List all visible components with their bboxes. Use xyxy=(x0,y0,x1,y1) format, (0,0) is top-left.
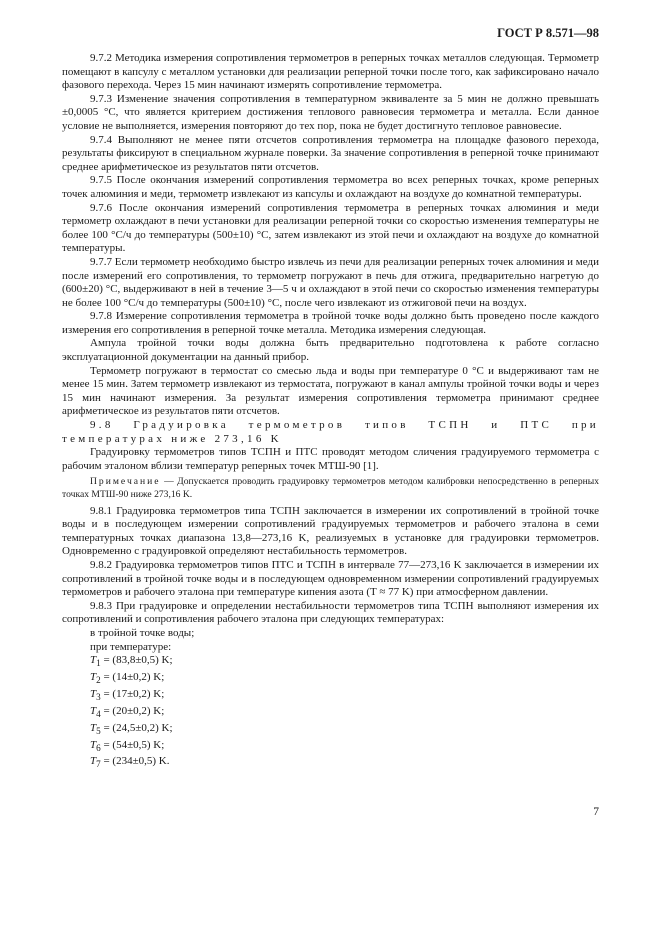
temperature-item: $T_3 = (17\pm 0,2)$ K; xyxy=(90,687,165,703)
note-label: Примечание xyxy=(90,476,161,488)
note-text: — Допускается проводить градуировку термометров методом калибровки непосредственно в реперных точках МТШ-90 ниже 273,16 K. xyxy=(62,476,599,500)
paragraph-9-7-4: 9.7.4 Выполняют не менее пяти отсчетов сопротивления термометра на площадке фазового перехода, результаты фиксируют в специальном журнале поверки. За значение сопротивления в реперной точке принимают среднее арифметическое из результатов пяти отсчетов. xyxy=(62,133,599,173)
line-at-temperature: при температуре: xyxy=(90,640,172,653)
note xyxy=(62,476,599,501)
temperature-item: $T_7 = (234\pm 0,5)$ K. xyxy=(90,755,170,770)
paragraph-9-7-8: 9.7.8 Измерение сопротивления термометра в тройной точке воды должно быть проведено после каждого измерения его сопротивления в реперной точке металла. Методика измерения следующая. xyxy=(62,310,599,336)
paragraph-9-8-2: 9.8.2 Градуировка термометров типов ПТС и ТСПН в интервале 77—273,16 K заключается в измерении их сопротивлений в тройной точке воды и в последующем одновременном измерении сопротивлений градуируемых термометров и рабочего эталона при температуре кипения азота (T ≈ 77 K) при атмосферном давлении. xyxy=(62,558,599,599)
temperature-item: $T_2 = (14\pm 0,2)$ K; xyxy=(90,671,165,686)
paragraph-9-8-1: 9.8.1 Градуировка термометров типа ТСПН заключается в измерении их сопротивлений в тройной точке воды и в последующем измерении сопротивлений градуируемых термометров и рабочего эталона в семи температурных точках диапазона 13,8—273,16 K, реализуемых в установке для градуировки термометров. Одновременно с градуировкой определяют нестабильность термометров. xyxy=(62,504,599,558)
document-body xyxy=(62,52,599,772)
document-header: ГОСТ Р 8.571—98 xyxy=(497,26,599,40)
paragraph-9-8: Градуировку термометров типов ТСПН и ПТС проводят методом сличения градуируемого термометра с рабочим эталоном вблизи температур реперных точек МТШ-90 [1]. xyxy=(62,446,599,472)
temperature-list xyxy=(62,654,599,772)
paragraph-9-7-7: 9.7.7 Если термометр необходимо быстро извлечь из печи для реализации реперных точек алюминия и меди после измерений его сопротивления, то термометр погружают в печь для отжига, предварительно нагретую до (600±20) °С, выдерживают в ней в течение 3—5 ч и охлаждают в этой печи со скоростью изменения температуры не более 100 °С/ч до температуры (500±10) °С, после чего извлекают из отжиговой печи на воздух. xyxy=(62,255,599,309)
paragraph-9-7-2: 9.7.2 Методика измерения сопротивления термометров в реперных точках металлов следующая. Термометр помещают в капсулу с металлом установки для реализации реперной точки после того, как зафиксировано начало фазового перехода. Через 15 мин начинают измерять сопротивление термометра. xyxy=(62,52,599,92)
paragraph-9-7-6: 9.7.6 После окончания измерений сопротивления термометра в реперных точках алюминия и меди термометр охлаждают в печи установки для реализации реперной точки со скоростью изменения температуры не более 100 °С/ч до температуры (500±10) °С, затем извлекают из этой печи и охлаждают на воздухе до комнатной температуры. xyxy=(62,201,599,255)
paragraph-9-7-5: 9.7.5 После окончания измерений сопротивления термометра во всех реперных точках, кроме реперных точек алюминия и меди, термометр извлекают из капсулы и охлаждают на воздухе до комнатной температуры. xyxy=(62,174,599,200)
paragraph-9-7-3: 9.7.3 Изменение значения сопротивления в температурном эквиваленте за 5 мин не должно превышать ±0,0005 °С, что является критерием достижения теплового равновесия термометра и металла. Если данное условие не выполняется, измерения повторяют до тех пор, пока не будет достигнуто тепловое равновесие. xyxy=(62,92,599,132)
paragraph-ampoule: Ампула тройной точки воды должна быть предварительно подготовлена к работе согласно эксплуатационной документации на данный прибор. xyxy=(62,337,599,364)
line-triple-point: в тройной точке воды; xyxy=(90,626,195,639)
temperature-item: $T_4 = (20\pm 0,2)$ K; xyxy=(90,704,165,719)
page-number: 7 xyxy=(593,806,599,818)
temperature-item: $T_5 = (24,5\pm 0,2)$ K; xyxy=(90,721,173,736)
temperature-item: $T_1 = (83,8\pm 0,5)$ K; xyxy=(90,654,173,669)
paragraph-9-8-3: 9.8.3 При градуировке и определении нестабильности термометров типа ТСПН выполняют измерения их сопротивлений и сопротивления рабочего эталона при следующих температурах: xyxy=(62,599,599,626)
temperature-item: $T_6 = (54\pm 0,5)$ K; xyxy=(90,738,165,753)
paragraph-thermostat: Термометр погружают в термостат со смесью льда и воды при температуре 0 °С и выдерживают там не менее 15 мин. Затем термометр извлекают из термостата, погружают в канал ампулы тройной точки воды и через 15 мин начинают измерения. За результат измерения сопротивления термометра принимают среднее арифметическое из результатов пяти отсчетов. xyxy=(62,364,599,418)
section-heading-9-8: 9.8 Градуировка термометров типов ТСПН и ПТС при температурах ниже 273,16 K xyxy=(62,419,599,445)
